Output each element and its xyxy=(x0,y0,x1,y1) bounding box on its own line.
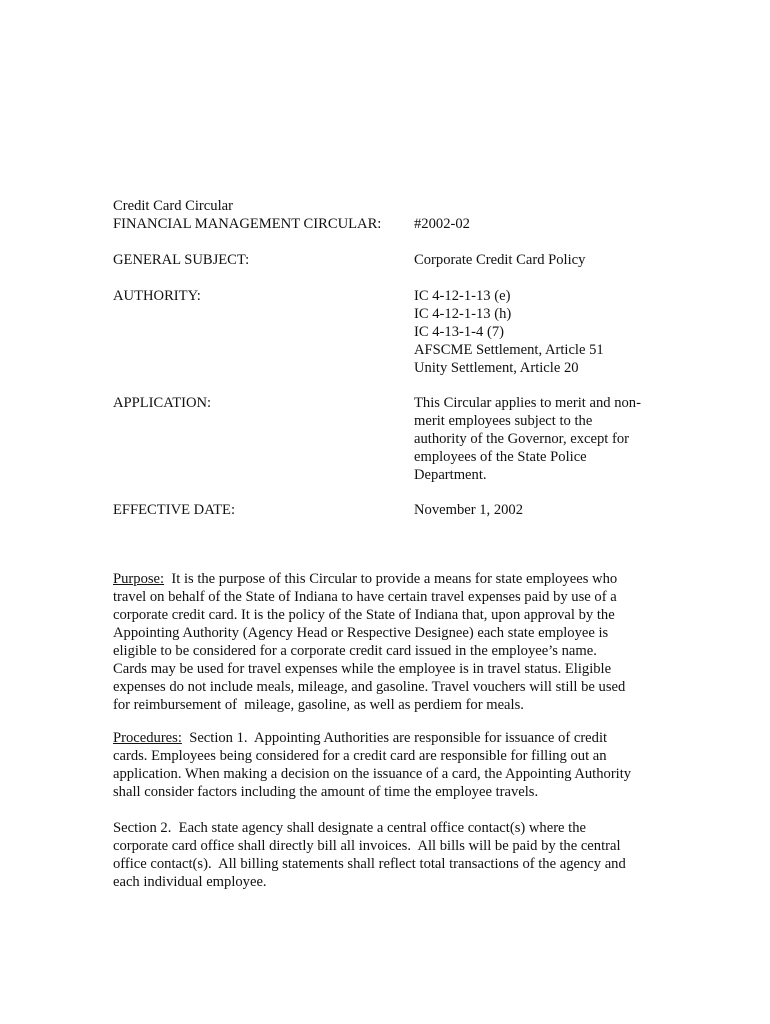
purpose-paragraph xyxy=(113,570,673,714)
authority-value: IC 4-12-1-13 (h) xyxy=(414,306,512,322)
paragraph-line: corporate card office shall directly bill all invoices. All bills will be paid by the central xyxy=(113,838,621,854)
paragraph-line xyxy=(113,570,673,588)
authority-value: IC 4-12-1-13 (e) xyxy=(414,288,511,304)
document-title: Credit Card Circular xyxy=(113,198,233,214)
application-line: authority of the Governor, except for xyxy=(414,431,630,447)
general-subject-label: GENERAL SUBJECT: xyxy=(113,252,250,268)
section-2-paragraph xyxy=(113,819,673,891)
paragraph-line xyxy=(113,729,673,747)
procedures-paragraph xyxy=(113,729,673,801)
application-label: APPLICATION: xyxy=(113,395,212,411)
authority-value: AFSCME Settlement, Article 51 xyxy=(414,342,604,358)
paragraph-line: Cards may be used for travel expenses while the employee is in travel status. Eligible xyxy=(113,661,612,677)
paragraph-line: Section 2. Each state agency shall designate a central office contact(s) where the xyxy=(113,820,587,836)
paragraph-line: for reimbursement of mileage, gasoline, as well as perdiem for meals. xyxy=(113,697,524,713)
paragraph-line: Appointing Authority (Agency Head or Respective Designee) each state employee is xyxy=(113,625,609,641)
authority-value: Unity Settlement, Article 20 xyxy=(414,360,579,376)
procedures-heading: Procedures: xyxy=(113,730,182,746)
application-line: employees of the State Police xyxy=(414,449,587,465)
application-line: merit employees subject to the xyxy=(414,413,593,429)
paragraph-text: It is the purpose of this Circular to provide a means for state employees who xyxy=(164,571,618,587)
authority-value: IC 4-13-1-4 (7) xyxy=(414,324,504,340)
purpose-heading: Purpose: xyxy=(113,571,165,587)
circular-number: #2002-02 xyxy=(414,216,470,232)
effective-date-label: EFFECTIVE DATE: xyxy=(113,502,236,518)
effective-date-value: November 1, 2002 xyxy=(414,502,524,518)
paragraph-line: eligible to be considered for a corporate credit card issued in the employee’s name. xyxy=(113,643,597,659)
paragraph-line: travel on behalf of the State of Indiana to have certain travel expenses paid by use of a xyxy=(113,589,617,605)
application-line: This Circular applies to merit and non- xyxy=(414,395,641,411)
application-line: Department. xyxy=(414,467,487,483)
paragraph-line: cards. Employees being considered for a credit card are responsible for filling out an xyxy=(113,748,607,764)
paragraph-line: corporate credit card. It is the policy of the State of Indiana that, upon approval by the xyxy=(113,607,615,623)
paragraph-line: application. When making a decision on the issuance of a card, the Appointing Authority xyxy=(113,766,632,782)
circular-label: FINANCIAL MANAGEMENT CIRCULAR: xyxy=(113,216,382,232)
authority-label: AUTHORITY: xyxy=(113,288,201,304)
paragraph-line: each individual employee. xyxy=(113,874,267,890)
paragraph-line: shall consider factors including the amount of time the employee travels. xyxy=(113,784,539,800)
paragraph-text: Section 1. Appointing Authorities are responsible for issuance of credit xyxy=(181,730,608,746)
paragraph-line: expenses do not include meals, mileage, and gasoline. Travel vouchers will still be used xyxy=(113,679,626,695)
general-subject-value: Corporate Credit Card Policy xyxy=(414,252,586,268)
paragraph-line: office contact(s). All billing statements shall reflect total transactions of the agency and xyxy=(113,856,626,872)
